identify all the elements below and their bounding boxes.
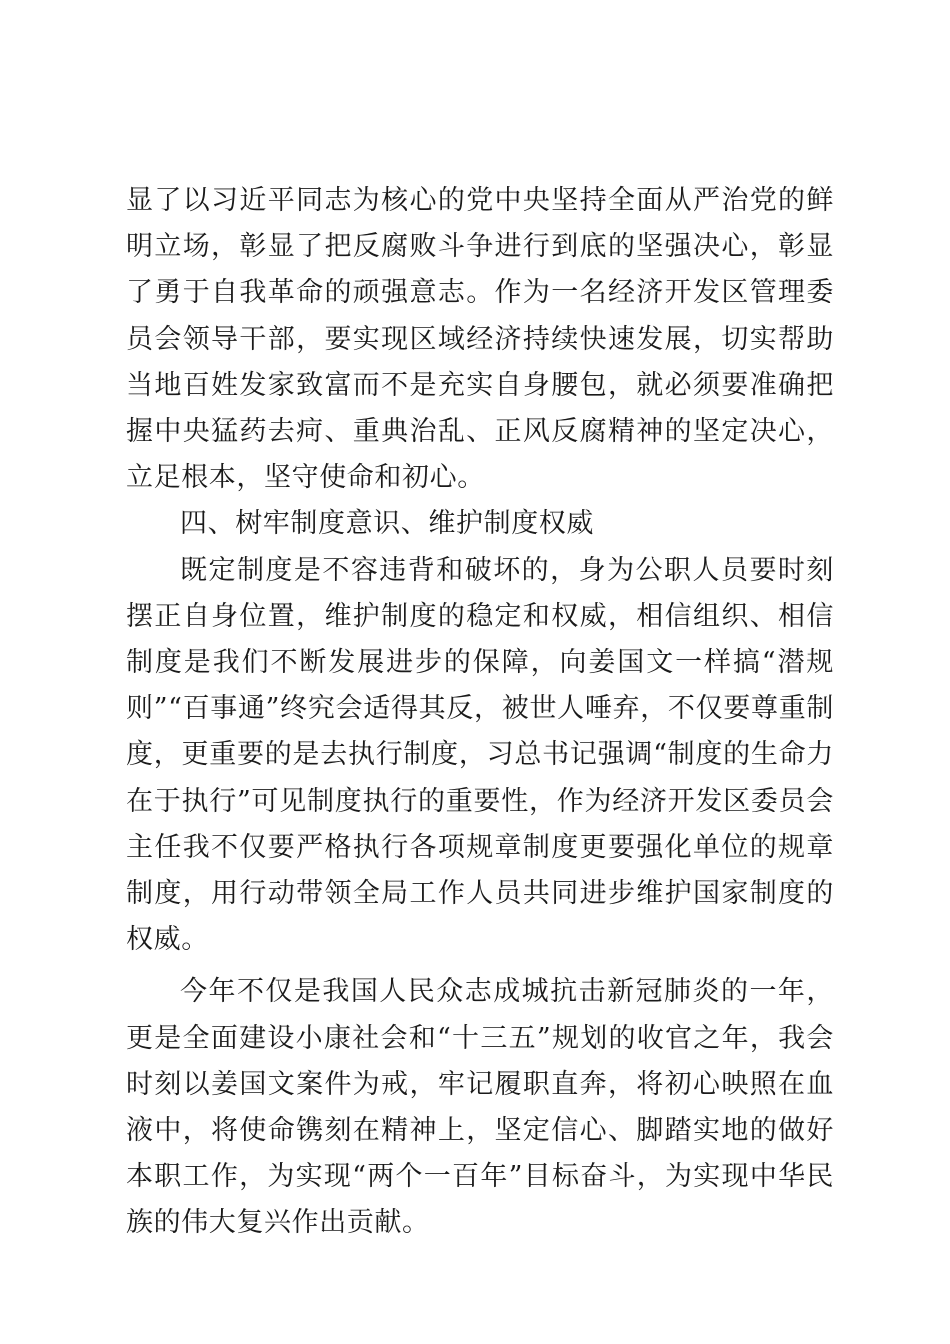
document-body (126, 178, 834, 1247)
paragraph-institution-authority: 既定制度是不容违背和破坏的，身为公职人员要时刻摆正自身位置，维护制度的稳定和权威，相信组织、相信制度是我们不断发展进步的保障，向姜国文一样搞“潜规则”“百事通”终究会适得其反，被世人唾弃，不仅要尊重制度，更重要的是去执行制度，习总书记强调“制度的生命力在于执行”可见制度执行的重要性，作为经济开发区委员会主任我不仅要严格执行各项规章制度更要强化单位的规章制度，用行动带领全局工作人员共同进步维护国家制度的权威。 (126, 554, 834, 956)
paragraph-conclusion: 今年不仅是我国人民众志成城抗击新冠肺炎的一年，更是全面建设小康社会和“十三五”规划的收官之年，我会时刻以姜国文案件为戒，牢记履职直奔，将初心映照在血液中，将使命镌刻在精神上，坚定信心、脚踏实地的做好本职工作，为实现“两个一百年”目标奋斗，为实现中华民族的伟大复兴作出贡献。 (126, 976, 834, 1239)
section-heading: 四、树牢制度意识、维护制度权威 (180, 508, 594, 540)
paragraph-continuation: 显了以习近平同志为核心的党中央坚持全面从严治党的鲜明立场，彰显了把反腐败斗争进行到底的坚强决心，彰显了勇于自我革命的顽强意志。作为一名经济开发区管理委员会领导干部，要实现区域经济持续快速发展，切实帮助当地百姓发家致富而不是充实自身腰包，就必须要准确把握中央猛药去疴、重典治乱、正风反腐精神的坚定决心，立足根本，坚守使命和初心。 (126, 185, 834, 494)
